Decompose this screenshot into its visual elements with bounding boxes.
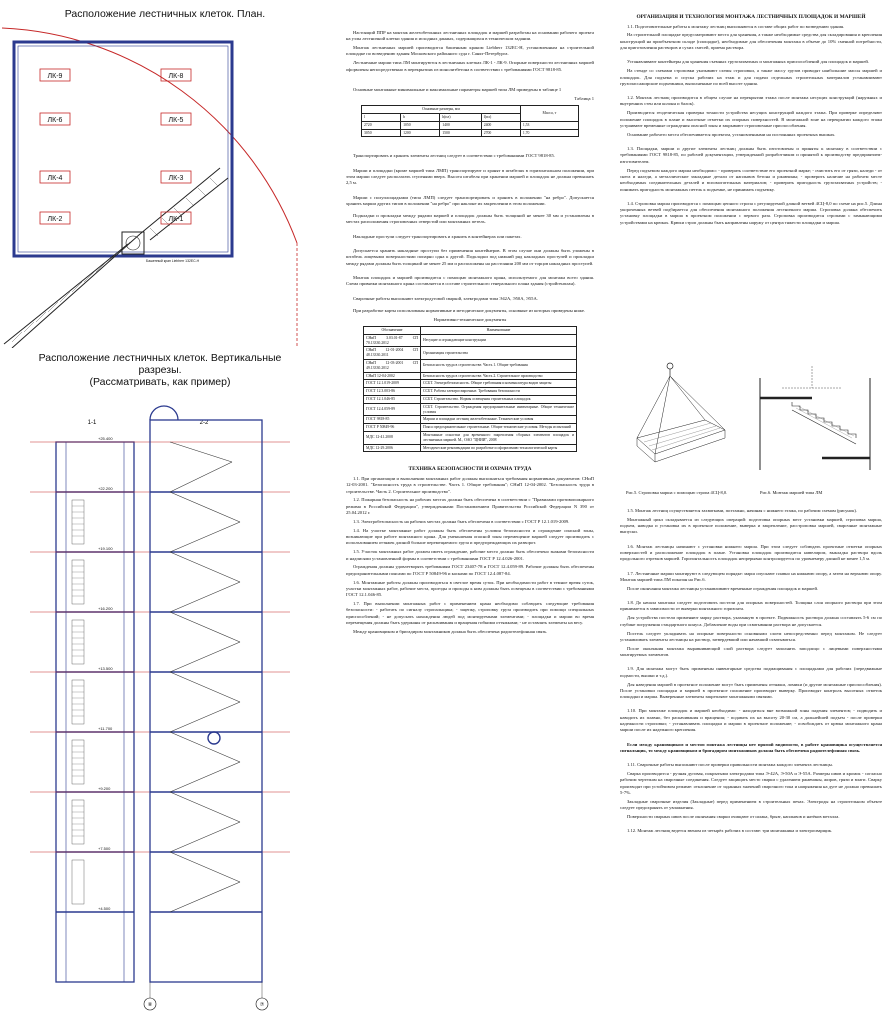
- table-row: [364, 403, 577, 416]
- safety-paragraph: 1.3. Электробезопасность на рабочих местах должна быть обеспечена в соответствии с ГОСТ Р 12.1.019-2009.: [353, 518, 570, 524]
- org-paragraph: Постель следует укладывать на опорные поверхности основными слоем непосредственно перед монтажом. Не следует устанавливать элементы лестницы на раствор, затвердевший или начавший схватываться.: [620, 630, 882, 642]
- right-column-bottom: [620, 508, 882, 837]
- org-paragraph: Для устройства постели применяют марку раствора, указанную в проекте. Подвижность раствора должна составлять 5-6 см по глубине погружения стандартного конуса. Добавление воды при схватывании раствора не допускается.: [620, 615, 882, 627]
- table-row: [364, 347, 577, 360]
- safety-paragraph: 1.1. При организации и выполнении монтажных работ должны выполняться требования нормативных документов: СНиП 12-03-2001. "Безопасность труда в строительстве. Часть 1. Общие требования"; СНиП 12-04-2002. "Безопасность труда в строительстве. Часть 2. Строительное производство".: [346, 475, 594, 494]
- table1-subhead: b: [401, 113, 440, 121]
- intro-paragraph: Монтаж лестничных маршей производится башенным краном Liebherr 132EC-H, установленным на строительной площадке по возведению здания Московского районного суда г. Санкт-Петербурга.: [346, 45, 594, 57]
- table-row: [364, 431, 577, 444]
- table2-head: Наименование: [421, 326, 577, 334]
- org-paragraph: Сварка производится - ручная дуговая, покрытыми электродами типа Э-42А, Э-50А и Э-55А. Размеры швов и кромок - согласно рабочим чертежам на сварочные соединения. Следует защищать место сварки с удалением ржавчины, жиров, грязи и влаги. Сварку производят при устойчивом режиме: отклонение от заданных значений сварочного тока и напряжения на дуге не должно превышать 5-7%.: [620, 771, 882, 795]
- level-mark-6: +11.700: [98, 726, 113, 731]
- axis-label-b: ⑦: [259, 1002, 265, 1008]
- table1-label: Таблица 1: [574, 95, 594, 101]
- intro-paragraph: Настоящий ППР на монтаж железобетонных лестничных площадок и маршей разработан на основании рабочего проекта на узлы лестничной клетки здания и исходных данных, содержащихся в техническом задании.: [346, 30, 594, 42]
- table-row: [364, 334, 577, 347]
- section-title-line-1: Расположение лестничных клеток. Вертикальные разрезы.: [38, 352, 282, 376]
- body-paragraph: Сварочные работы выполняют электродуговой сваркой, электродами типа Э42А, Э50А, Э55А.: [353, 295, 538, 301]
- figure-5-caption: Рис.5. Строповка марша с помощью стропа 4СЦ-8,0.: [626, 490, 728, 495]
- table1-subhead: l(пл): [481, 113, 520, 121]
- table-row: [364, 359, 577, 372]
- table-cell: ГОСТ 12.4.059-89: [364, 403, 421, 416]
- table-cell: ГОСТ 12.1.019-2009: [364, 380, 421, 388]
- safety-paragraph: 1.4. На участке монтажные работ должны быть обеспечены условия безопасности и ограждение опасной зоны, возникающие при работе монтажного крана. Для уменьшения опасной зоны перемещение маршей следует производить с использованием оттяжек длиной больше перемещаемого груза и предупреждающих их разворот.: [346, 527, 594, 546]
- org-paragraph: 1.4. Строповка марша производится с помощью цепного стропа с регулируемой длиной ветвей 4СЦ-8,0 по схеме на рис.5. Длина укороченных ветвей подбирается для обеспечения монтажного положения лестничного марша. Строповка должна обеспечить установку площадки в марша в проектном положении с первого раза. Строповка производится стропами с замыкающими устройствами на крюках. Крюки строп должны быть направлены наружу от центра тяжести площадки и марша.: [620, 200, 882, 225]
- table-cell: СНиП 12-01-2004 СП 48.13330.2011: [364, 347, 421, 360]
- org-paragraph: Перед подъемом каждого марша необходимо: - проверить соответствие его проектной марке; - очистить его от грязи, наледи - от снега и наледи, а металлические закладные детали от наплывов бетона и ржавчины; - проверить наличие на рабочем месте необходимых соединительных деталей и вспомогательных материалов; - проверить пригодность грузозахватных устройств; - понимать пригодность монтажных петель к подъемке, не принимать подъемку.: [620, 167, 882, 192]
- org-paragraph: 1.2. Монтаж лестниц производится в общем случае на перекрытии этажа после монтажа несущих конструкций (наружных и внутренних стен или колонн и балок).: [620, 95, 882, 107]
- table-cell: Методические рекомендации по разработке и оформлению технологической карты: [421, 444, 577, 452]
- safety-paragraph: 1.6. Монтажные работы должны производиться в светлое время суток. При необходимости работ в темное время суток, участки монтажных работ, рабочие места, проезды и проходы к ним должны быть освещены в соответствии с требованиями ГОСТ 12.1.046-85.: [346, 579, 594, 598]
- figure-6-installation: [752, 358, 882, 478]
- org-paragraph: 1.8. До начала монтажа следует подготовить постели для опорных поверхностей. Толщина слоя опорного раствора при этом принимается в зависимости от выверки монтажного горизонта.: [620, 600, 882, 612]
- plan-label-lk4: ЛК-4: [47, 175, 63, 182]
- intro-paragraph: Лестничные марши типа ЛМ монтируются в лестничных клетках ЛК-1 - ЛК-9. Опорные поверхности лестничных маршей оформлены непосредственно в перекрытиях из монолитбетона в соответствии с требованиями ГОСТ 9818-85.: [346, 60, 594, 72]
- table-cell: Безопасность труда в строительстве. Часть 1. Общие требования: [421, 359, 577, 372]
- table-row: [364, 416, 577, 424]
- org-paragraph: Поверхности сварных швов после окончания сварки очищают от шлака, брызг, наплывов и натёков металла.: [627, 814, 840, 820]
- table1-subhead: h(пл): [440, 113, 481, 121]
- axis-label-a: ⑧: [147, 1002, 153, 1008]
- right-column-top: [620, 12, 882, 229]
- plan-label-lk6: ЛК-6: [47, 117, 63, 124]
- table-cell: ССБТ. Строительство. Нормы освещения строительных площадок: [421, 395, 577, 403]
- table-cell: 1500: [440, 129, 481, 137]
- table-row: [364, 372, 577, 380]
- table-cell: СНиП 12-03-2001 СП 49.13330.2012: [364, 359, 421, 372]
- table-cell: 1,70: [520, 129, 578, 137]
- table-cell: 1,53: [520, 121, 578, 129]
- org-paragraph: 1.12. Монтаж лестниц ведется звеном из четырёх рабочих в составе: три монтажника и электросварщик.: [627, 828, 833, 834]
- table-cell: СНиП 12-04-2002: [364, 372, 421, 380]
- table-cell: 3050: [362, 129, 401, 137]
- table1-head-mass: Масса, т: [520, 106, 578, 122]
- figure-6-caption: Рис.6. Монтаж маршей типа ЛМ: [760, 490, 823, 495]
- org-paragraph: 1.3. Площадки, марши и другие элементы лестниц должны быть изготовлены и приняты к монтажу в соответствии с требованиями ГОСТ 9818-85, по рабочей документации, утвержденной разработчиком и принятой к производству предприятием-изготовителем.: [620, 146, 882, 164]
- safety-paragraph: 1.2. Пожарная безопасность на рабочих местах должна быть обеспечена в соответствии с "Правилами противопожарного режима в Российской Федерации", утвержденными Постановлением Правительства Российской Федерации N 390 от 25.04.2012 г.: [346, 497, 594, 515]
- table-cell: Пояса предохранительные строительные. Общие технические условия. Методы испытаний: [421, 424, 577, 432]
- org-paragraph: После окончания монтажа лестницы устанавливают временные ограждения площадок и маршей.: [627, 585, 819, 591]
- table-cell: 2400: [481, 121, 520, 129]
- table-cell: ССБТ. Электробезопасность. Общие требования и номенклатура видов защиты: [421, 380, 577, 388]
- org-paragraph: 1.6. Монтаж лестницы начинают с установки нижнего марша. При этом следует соблюдать проектные отметки опорных поверхностей и расположение площадок в плане. Установка площадок производится нивелиром, выкладка раствора вдоль продольного отрезков маршей. Горизонтальность площадок непрерывно контролируется по уровнемеру длиной не менее 1,5 м.: [620, 543, 882, 562]
- table-row: [364, 444, 577, 452]
- sections-drawing: [0, 384, 320, 1024]
- table-cell: 2720: [362, 121, 401, 129]
- table-cell: Организация строительства: [421, 347, 577, 360]
- crane-label: Башенный кран Liebherr 132EC-H: [146, 259, 200, 263]
- table-cell: Монтажные оснастки для временного закрепления сборных элементов площадок и лестничных маршей. М., ОАО "ЦНИИ", 2008: [421, 431, 577, 444]
- table-cell: ССБТ. Строительство. Ограждения предохранительные инвентарные. Общие технические условия: [421, 403, 577, 416]
- level-mark-4: +16.200: [98, 606, 113, 611]
- table-cell: 2700: [481, 129, 520, 137]
- org-paragraph: Основание рабочего места обеспечивается проектом, установленными на постоянных проектных вышках.: [627, 131, 836, 137]
- level-mark-8: +7.500: [98, 846, 111, 851]
- table-cell: МДС 12-29.2006: [364, 444, 421, 452]
- section-2-label: 2-2: [199, 420, 209, 426]
- org-paragraph: Закладные сварочные изделия (Закладные) перед применением в строительных печах. Электроды на строительном объекте следует предохранять от увлажнения.: [620, 798, 882, 811]
- plan-label-lk1: ЛК-1: [168, 216, 184, 223]
- org-paragraph: Устанавливают контейнеры для хранения съемных грузозахватных и монтажных приспособлений для площадок и маршей.: [627, 59, 869, 65]
- table-cell: 1400: [440, 121, 481, 129]
- table-row: [364, 388, 577, 396]
- table-cell: 1050: [401, 121, 440, 129]
- body-paragraph: Марши и площадки (кроме маршей типа ЛМП) транспортируют и хранят в штабелях в горизонтальном положении, при этом марши следует располагать ступенями вверх. Высота штабеля при хранении маршей и площадок не должна превышать 2,5 м.: [346, 167, 594, 186]
- safety-paragraph: Ограждения должны удовлетворять требованиям ГОСТ 23407-78 и ГОСТ 12.4.059-89. Рабочие должны быть обеспечены предохранительными поясами по ГОСТ Р 50849-96 и касками по ГОСТ 12.4.087-84.: [346, 564, 594, 576]
- org-paragraph: Производится геодезическая проверка точности устройства несущих конструкций каждого этажа. При проверке определяют положение площадок в плане и высотные отметки их опорных поверхностей. В монтажной зоне на перекрытии каждого этажа устраивают временные ограждения опасной зоны и закрывают строповочные приспособления.: [620, 110, 882, 128]
- table-cell: 1200: [401, 129, 440, 137]
- org-paragraph: 1.7. Лестничные марши монтируют в следующем порядке: марш опускают плавно на нижнюю опору, а затем на верхнюю опору. Монтаж маршей типа ЛМ показан на Рис.6.: [620, 570, 882, 582]
- organization-heading: ОРГАНИЗАЦИЯ И ТЕХНОЛОГИЯ МОНТАЖА ЛЕСТНИЧНЫХ ПЛОЩАДОК И МАРШЕЙ: [636, 14, 866, 20]
- org-paragraph: После окончания монтажа выравнивающий слой раствора следует заполнить заподлицо с лицевыми поверхностями монтируемых элементов.: [620, 645, 882, 658]
- body-paragraph: Транспортировать и хранить элементы лестниц следует в соответствии с требованиями ГОСТ 9818-85.: [353, 153, 555, 159]
- level-mark-3: +19.100: [98, 546, 113, 551]
- plan-title: Расположение лестничных клеток. План.: [64, 8, 266, 20]
- table-cell: ГОСТ Р 50849-96: [364, 424, 421, 432]
- section-title: [20, 352, 300, 388]
- table-cell: МДС 12-41.2008: [364, 431, 421, 444]
- org-paragraph: Монтажный цикл складывается из следующих операций: подготовка опорных мест установки маршей, строповка марша, подъем, наводка и установка их в проектное положение, выверка и закрепление, расстроповка маршей, сварочные монтажные выпуски.: [620, 516, 882, 535]
- section-title-line-2: (Рассматривать, как пример): [89, 376, 231, 388]
- plan-drawing: [0, 18, 320, 348]
- body-paragraph: Подкладки и прокладки между рядами маршей и площадок должны быть толщиной не менее 30 мм и установлены в местах расположения строповочных отверстий или монтажных петель.: [346, 213, 594, 225]
- org-paragraph: Если между крановщиком и местом монтажа лестницы нет прямой видимости, в работе крановщика осуществляется сигнальщик, то между крановщиком и бригадиром монтажников должна быть обеспечена радиотелефонная связь.: [620, 741, 882, 753]
- org-paragraph: 1.9. Для монтажа могут быть применены инвентарные средства подмащивания с площадками для рабочих (передвижные подмости, вышки и т.д.).: [620, 666, 882, 678]
- table-cell: ГОСТ 12.1.046-85: [364, 395, 421, 403]
- level-mark-5: +13.500: [98, 666, 113, 671]
- table-cell: ГОСТ 12.3.003-86: [364, 388, 421, 396]
- table-row: [362, 121, 579, 129]
- body-paragraph: Монтаж площадок и маршей производится с помощью монтажного крана, используемого для монтажа всего здания. Схема привязки монтажного крана составляется в составе строительного генерального плана здания (стройгенплан).: [346, 274, 594, 287]
- table-cell: Безопасность труда в строительстве. Часть 2. Строительное производство: [421, 372, 577, 380]
- plan-label-lk3: ЛК-3: [168, 175, 184, 182]
- body-paragraph: Допускается хранить накладные проступи без применения контейнеров. В этом случае они должны быть уложены в штабель лицевыми поверхностями попарно одна к другой. Подкладки под нижний ряд накладных проступей и прокладки между рядами должны быть толщиной не менее 25 мм и расположены на расстоянии 200 мм от торцов накладных проступей.: [346, 248, 594, 266]
- middle-column: [346, 30, 594, 638]
- level-mark-1: +25.400: [98, 436, 113, 441]
- table-1: [361, 105, 579, 137]
- org-paragraph: На стенде со схемами строповки указывают схемы строповки, а также массу грузов приводят наибольшие массы маршей и площадок. Для подъема и спуска рабочих на этаж и для подачи отдельных строительных материалов устанавливают грузопассажирские подъемники, выполненные по всей высоте здания.: [620, 68, 882, 86]
- table2-head: Обозначение: [364, 326, 421, 334]
- safety-heading: ТЕХНИКА БЕЗОПАСНОСТИ И ОХРАНА ТРУДА: [408, 466, 532, 473]
- body-paragraph: Накладные проступи следует транспортировать и хранить в контейнерах или пакетах.: [353, 233, 522, 239]
- table-2: [363, 326, 577, 452]
- table-cell: ССБТ. Работы электросварочные. Требования безопасности: [421, 388, 577, 396]
- body-paragraph: При разработке карты использованы нормативные и методические документы, основные из которых приведены ниже.: [353, 307, 586, 313]
- plan-label-lk5: ЛК-5: [168, 117, 184, 124]
- plan-label-lk8: ЛК-8: [168, 73, 184, 80]
- org-paragraph: Для наведения маршей в проектное положение могут быть применены оттяжки, ломики (и другие монтажные приспособления). После установки площадки и маршей в проектное положение производят выверку. Производят контроль высотных отметок площадки и марша. Выверенные элементы закрепляют монтажными связями.: [620, 681, 882, 700]
- body-paragraph: Марши с полуплощадками (типа ЛМП) следует транспортировать и хранить в положении "на ребро". Допускается хранить марши других типов в положении "на ребро" при наклоне их закреплении в этом положении.: [346, 194, 594, 206]
- org-paragraph: 1.10. При монтаже площадок и маршей необходимо: - находиться вне возможной зоны падения элементов; - подводить и наводить их плавно, без раскачивания и вращения; - подавать их на высоту 20-30 см, а дальнейшей подъем - после проверки надежности строповки; - устанавливать площадки и марши в проектное положение; - освобождать от крюка монтажного крана марши после их надежного крепления.: [620, 708, 882, 733]
- table-row: [362, 129, 579, 137]
- section-1-label: 1-1: [87, 420, 97, 426]
- table-cell: СНиП 3.03.01-87 СП 70.13330.2012: [364, 334, 421, 347]
- plan-label-lk2: ЛК-2: [47, 216, 63, 223]
- table1-head-dims: Основные размеры, мм: [362, 106, 521, 114]
- org-paragraph: На строительной площадке предусматривают места для хранения, а также необходимые средства для складирования и крепления конструкций на приобъектном складе (площадке), необходимые для обеспечения монтажа в объеме до 10% сменной потребности, для приготовления растворов и сухих смесей, приема раствора.: [620, 32, 882, 51]
- safety-paragraph: Между крановщиком и бригадиром монтажников должна быть обеспечена радиотелефонная связь.: [353, 628, 548, 634]
- plan-label-lk9: ЛК-9: [47, 73, 63, 80]
- safety-paragraph: 1.7. При выполнении монтажных работ с применением крана необходимо соблюдать следующие требования безопасности: - работать по сигналу стропальщика; - зацепку, строповку груза производить при помощи специальных приспособлений; - не допускать нахождения людей под монтируемыми элементами; - площадки и марши во время перемещения должны быть удержаны от раскачивания и вращения гибкими оттяжками; - не оставлять элементы на весу.: [346, 601, 594, 626]
- level-mark-9: +4.500: [98, 906, 111, 911]
- table-row: [364, 424, 577, 432]
- org-paragraph: 1.11. Сварочные работы выполняют после проверки правильности монтажа каждого элемента лестницы.: [627, 762, 833, 768]
- table-cell: Несущие и ограждающие конструкции: [421, 334, 577, 347]
- table-row: [364, 380, 577, 388]
- org-paragraph: 1.1. Подготовительные работы к монтажу лестниц выполняются в составе общих работ по возведению здания.: [627, 23, 845, 29]
- org-paragraph: 1.5. Монтаж лестниц осуществляется захватками, поэтажно, начиная с нижнего этажа, по рабочим схемам (рисунок).: [627, 508, 858, 513]
- table2-title: Нормативно-технические документы: [433, 316, 507, 322]
- table-cell: Марши и площадки лестниц железобетонные. Технические условия: [421, 416, 577, 424]
- intro-paragraph: Основные монтажные минимальные и максимальные параметры маршей типа ЛМ приведены в таблице 1: [353, 86, 562, 92]
- figure-5-sling: [625, 358, 745, 478]
- safety-paragraph: 1.5. Участок монтажных работ должен иметь ограждение, рабочие место должно быть обеспечено знаками безопасности и надписями установленной формы в соответствии с требованиями ГОСТ Р 12.4.026-2001.: [346, 549, 594, 561]
- table-cell: ГОСТ 9818-85: [364, 416, 421, 424]
- table1-subhead: l: [362, 113, 401, 121]
- level-mark-7: +9.200: [98, 786, 111, 791]
- level-mark-2: +22.200: [98, 486, 113, 491]
- table-row: [364, 395, 577, 403]
